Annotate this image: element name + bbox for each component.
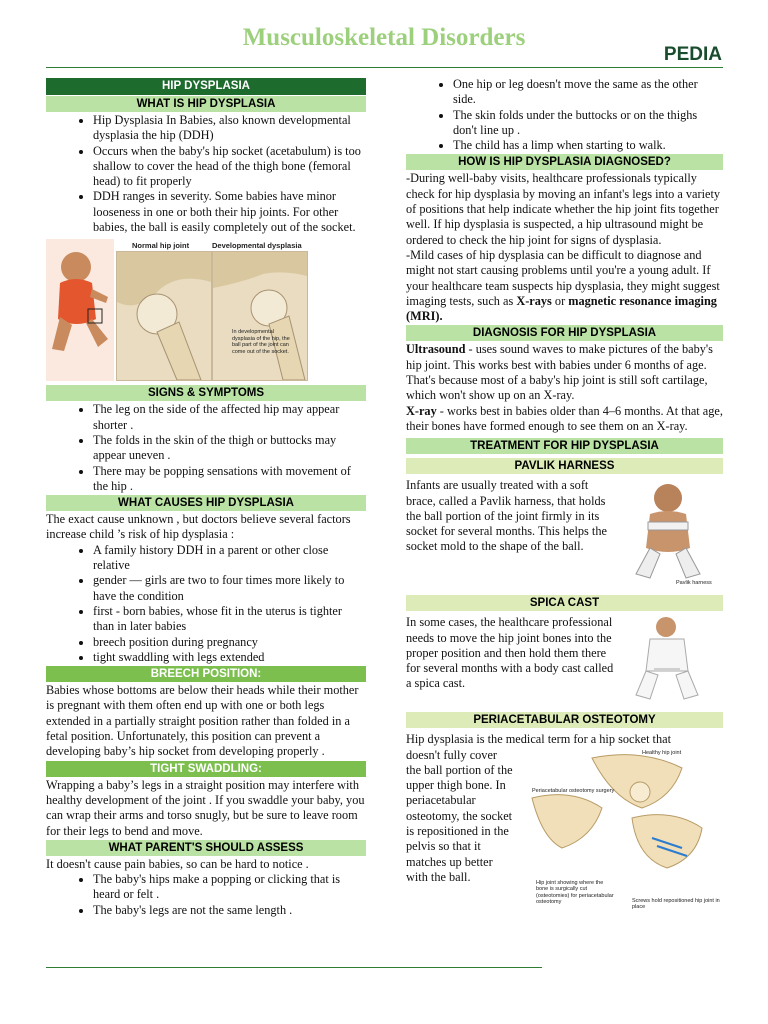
causes-header: WHAT CAUSES HIP DYSPLASIA: [46, 495, 366, 511]
normal-hip-label: Normal hip joint: [132, 241, 190, 251]
baby-illustration: [46, 239, 114, 381]
pao-surgery-label: Periacetabular osteotomy surgery: [532, 787, 615, 794]
swaddling-header: TIGHT SWADDLING:: [46, 761, 366, 777]
hip-joint-figure: [46, 239, 314, 381]
osteotomy-figure: [522, 748, 722, 911]
osteotomy-cut-label: Hip joint showing where the bone is surgically cut (osteotomies) for periacetabular osteotomy: [536, 879, 614, 906]
section-tag: PEDIA: [663, 44, 722, 65]
xray-desc: - works best in babies older than 4–6 months. At that age, their bones have formed enough to see them on an X-ray.: [406, 403, 723, 433]
what-is-header: WHAT IS HIP DYSPLASIA: [46, 96, 366, 112]
diagnosed-p2-text: -Mild cases of hip dysplasia can be difficult to diagnose and might not start causing problems until you're a young adult. If your healthcare team suspects hip dysplasia, they might suggest imaging tests, such as: [406, 247, 720, 308]
signs-list: [46, 402, 366, 494]
list-item: • The baby's hips make a popping or clicking that is heard or felt .: [93, 872, 366, 903]
spica-header: SPICA CAST: [406, 595, 723, 611]
pao-header: PERIACETABULAR OSTEOTOMY: [406, 712, 723, 728]
diagnosed-p2-mid: or: [551, 293, 569, 308]
assess-list-continued: [406, 77, 723, 153]
diagnosed-p1: -During well-baby visits, healthcare professionals typically check for hip dysplasia by moving an infant's legs into a variety of positions that help indicate whether the hip joint fits together well. If hip dysplasia is suspected, a hip ultrasound might be ordered to check the hip joint for signs of dysplasia.: [406, 171, 721, 247]
causes-list: [46, 543, 366, 665]
list-item: • The baby's legs are not the same length .: [93, 903, 366, 918]
pavlik-text: Infants are usually treated with a soft brace, called a Pavlik harness, that holds the ball portion of the joint firmly in its socket for several months. This helps the socket mold to the shape of the ball.: [406, 478, 607, 554]
pavlik-caption: Pavlik harness: [676, 580, 712, 587]
pao-text-2: doesn't fully cover the ball portion of the upper thigh bone. In periacetabular osteotomy, the socket is repositioned in the pelvis so that it matches up better with the ball.: [406, 747, 513, 884]
spica-section: [406, 615, 723, 706]
list-item: • Occurs when the baby's hip socket (acetabulum) is too shallow to cover the head of the thigh bone (femoral head) to fit properly: [93, 144, 366, 190]
list-item: • A family history DDH in a parent or other close relative: [93, 543, 366, 574]
breech-header: BREECH POSITION:: [46, 666, 366, 682]
list-item: • DDH ranges in severity. Some babies have minor looseness in one or both their hip joints. For other babies, the ball is easily completely out of the socket.: [93, 189, 366, 235]
list-item: • breech position during pregnancy: [93, 635, 366, 650]
xray-label: X-ray: [406, 403, 437, 418]
swaddling-text: Wrapping a baby’s legs in a straight position may interfere with healthy development of the joint . If you swaddle your baby, you can wrap their arms and torso snugly, but be sure to leave room for their legs to bend and move.: [46, 777, 365, 838]
diagnosed-header: HOW IS HIP DYSPLASIA DIAGNOSED?: [406, 154, 723, 170]
right-column: [406, 77, 723, 911]
list-item: • gender — girls are two to four times more likely to have the condition: [93, 573, 366, 604]
footer-rule: [46, 967, 542, 968]
mri-term: magnetic resonance imaging (MRI).: [406, 293, 717, 324]
assess-intro: It doesn't cause pain babies, so can be hard to notice .: [46, 856, 309, 871]
list-item: • The skin folds under the buttocks or on the thighs don't line up .: [453, 108, 723, 139]
list-item: • The child has a limp when starting to walk.: [453, 138, 723, 153]
assess-header: WHAT PARENT'S SHOULD ASSESS: [46, 840, 366, 856]
normal-hip-panel: [116, 251, 212, 381]
xray-text: [406, 404, 723, 435]
ultrasound-text: [406, 342, 723, 403]
spica-cast-image: [626, 615, 716, 706]
pao-section: [406, 747, 723, 911]
ultrasound-term: Ultrasound: [406, 342, 466, 357]
list-item: • The folds in the skin of the thigh or buttocks may appear uneven .: [93, 433, 366, 464]
left-column: [46, 77, 366, 918]
figure-note: In developmental dysplasia of the hip, the ball part of the joint can come out of the socket.: [232, 329, 290, 355]
header-rule: [46, 67, 723, 68]
pavlik-header: PAVLIK HARNESS: [406, 458, 723, 474]
what-is-list: [46, 113, 366, 235]
page-title: Musculoskeletal Disorders: [242, 24, 526, 51]
breech-text: Babies whose bottoms are below their heads while their mother is pregnant with them often end up with one or both legs extended in a partially straight position rather than folded in a fetal position. Unfortunately, this position can prevent a developing baby’s hip socket from developing properly .: [46, 683, 359, 759]
treatment-header: TREATMENT FOR HIP DYSPLASIA: [406, 438, 723, 454]
list-item: • Hip Dysplasia In Babies, also known developmental dysplasia the hip (DDH): [93, 113, 366, 144]
list-item: • The leg on the side of the affected hip may appear shorter .: [93, 402, 366, 433]
list-item: • tight swaddling with legs extended: [93, 650, 366, 665]
diagnosis-header: DIAGNOSIS FOR HIP DYSPLASIA: [406, 325, 723, 341]
pao-text-1: Hip dysplasia is the medical term for a hip socket that: [406, 732, 671, 747]
list-item: • One hip or leg doesn't move the same as the other side.: [453, 77, 723, 108]
pavlik-harness-image: [620, 478, 720, 591]
diagnosed-p2: [406, 248, 723, 324]
healthy-hip-label: Healthy hip joint: [642, 749, 682, 756]
pavlik-section: [406, 478, 723, 591]
ultrasound-desc: - uses sound waves to make pictures of the baby's hip joint. This works best with babies under 6 months of age. That's because most of a baby's hip joint is still soft cartilage, which won't show up on an X-ray.: [406, 342, 713, 403]
list-item: • first - born babies, whose fit in the uterus is tighter than in later babies: [93, 604, 366, 635]
list-item: • There may be popping sensations with movement of the hip .: [93, 464, 366, 495]
spica-text: In some cases, the healthcare professional needs to move the hip joint bones into the proper position and then hold them there for several months with a body cast called a spica cast.: [406, 615, 614, 691]
signs-header: SIGNS & SYMPTOMS: [46, 385, 366, 401]
screws-label: Screws hold repositioned hip joint in place: [632, 897, 720, 911]
dysplasia-hip-panel: [212, 251, 308, 381]
assess-list: [46, 872, 366, 918]
causes-intro: The exact cause unknown , but doctors believe several factors increase child ’s risk of hip dysplasia :: [46, 512, 351, 542]
dysplasia-label: Developmental dysplasia: [212, 241, 302, 251]
hip-dysplasia-header: HIP DYSPLASIA: [46, 78, 366, 95]
xray-term: X-rays: [516, 293, 552, 308]
